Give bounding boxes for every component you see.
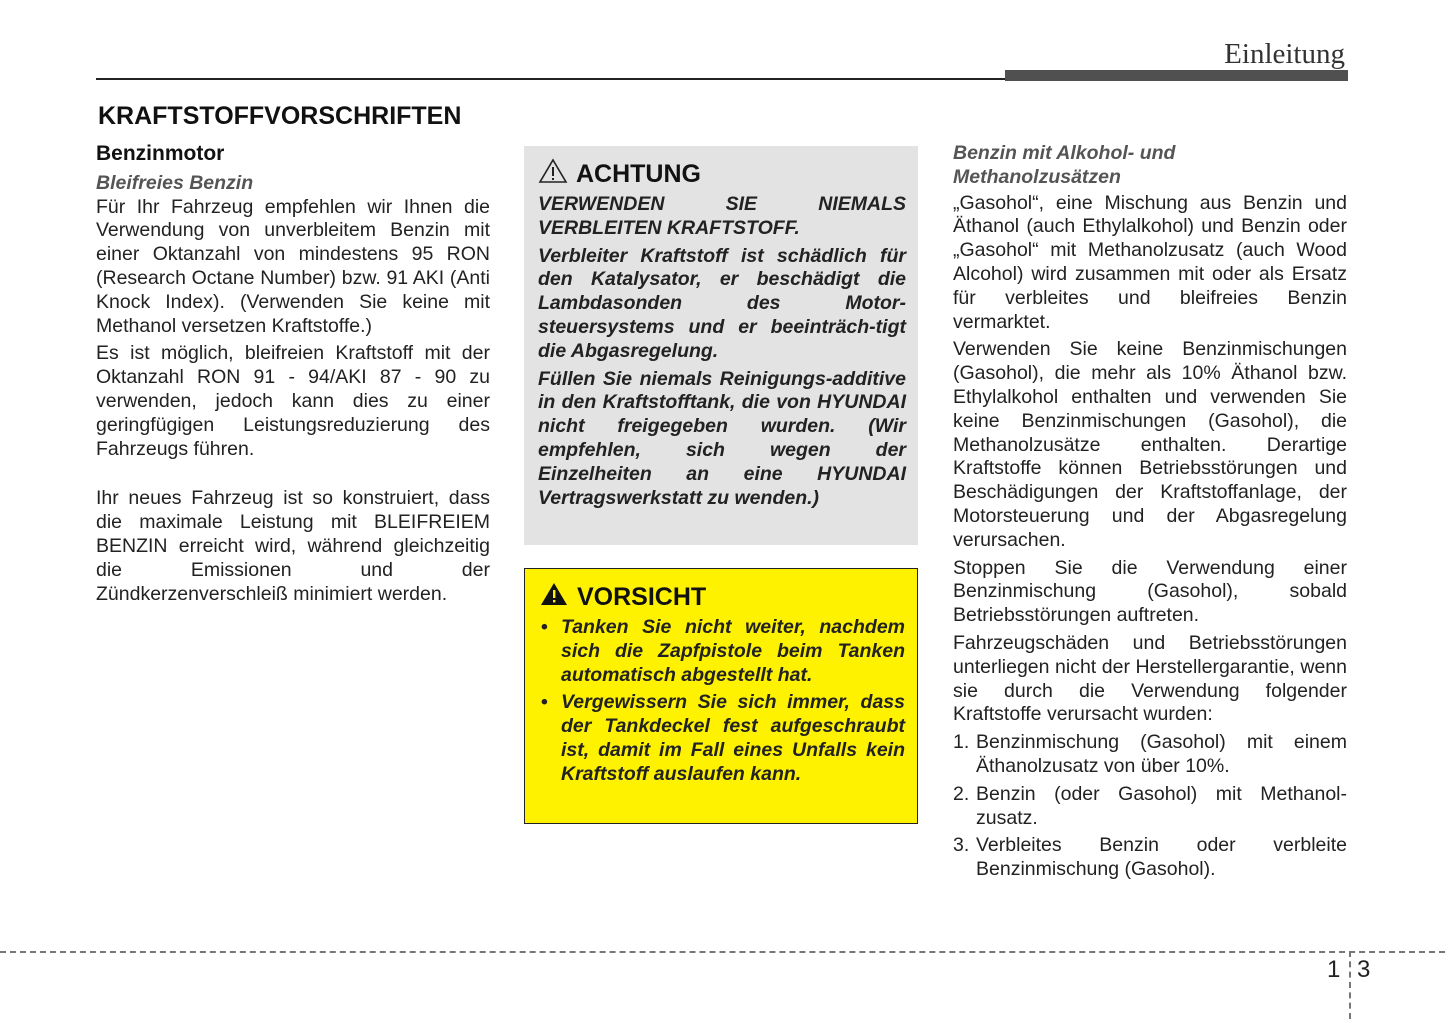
footer-rule: [0, 951, 1445, 953]
header-rule: [96, 78, 1006, 80]
list-item: • Vergewissern Sie sich immer, dass der Tankdeckel fest aufgeschraubt ist, damit im Fall eines Unfalls kein Kraftstoff auslaufen kann.: [541, 691, 905, 785]
column-right: [953, 142, 1347, 882]
vorsicht-title: [539, 581, 905, 614]
achtung-title-text: ACHTUNG: [576, 160, 701, 188]
achtung-paragraph: Füllen Sie niemals Reinigungs-additive in den Kraftstofftank, die von HYUNDAI nicht freigegeben wurden. (Wir empfehlen, sich wegen der Einzelheiten an eine HYUNDAI Vertragswerkstatt zu wenden.): [538, 367, 906, 509]
achtung-paragraph: VERWENDEN SIE NIEMALS VERBLEITEN KRAFTSTOFF.: [538, 193, 906, 239]
list-item: • Tanken Sie nicht weiter, nachdem sich die Zapfpistole beim Tanken automatisch abgestellt hat.: [541, 616, 905, 686]
header-rule-bar: [1005, 70, 1348, 81]
vorsicht-box: [524, 568, 918, 824]
paragraph: Stoppen Sie die Verwendung einer Benzinmischung (Gasohol), sobald Betriebsstörungen auftreten.: [953, 556, 1347, 627]
paragraph: Ihr neues Fahrzeug ist so konstruiert, dass die maximale Leistung mit BLEIFREIEM BENZIN erreicht wird, während gleichzeitig die Emissionen und der Zündkerzenverschleiß minimiert werden.: [96, 487, 490, 605]
chapter-title: Einleitung: [1224, 38, 1345, 70]
subheading-bleifreies-benzin: Bleifreies Benzin: [96, 171, 254, 194]
heading-benzinmotor: Benzinmotor: [96, 142, 225, 165]
chapter-number: 1: [1327, 956, 1341, 983]
numbered-list: [953, 731, 1347, 882]
bullet: •: [541, 691, 548, 714]
warning-outline-icon: [538, 158, 568, 191]
list-item: 3. Verbleites Benzin oder verbleite Benzinmischung (Gasohol).: [953, 834, 1347, 881]
list-item: 1. Benzinmischung (Gasohol) mit einem Äthanolzusatz von über 10%.: [953, 731, 1347, 777]
subheading-alkohol-methanol: Benzin mit Alkohol- und Methanolzusätzen: [953, 142, 1176, 188]
paragraph: Fahrzeugschäden und Betriebsstörungen unterliegen nicht der Herstellergarantie, wenn sie durch die Verwendung folgender Kraftstoffe verursacht wurden:: [953, 631, 1347, 726]
achtung-paragraph: Verbleiter Kraftstoff ist schädlich für den Katalysator, er beschädigt die Lambdasonden des Motor-steuersystems und er beeinträch-tigt die Abgasregelung.: [538, 244, 906, 362]
column-left: [96, 142, 490, 606]
paragraph: Verwenden Sie keine Benzinmischungen (Gasohol), die mehr als 10% Äthanol bzw. Ethylalkohol enthalten und verwenden Sie keine Benzinmischungen (Gasohol), die Methanolzusätze enthalten. Derartige Kraftstoffe können Betriebsstörungen und Beschädigungen der Kraftstoffanlage, der Motorsteuerung und der Abgasregelung verursachen.: [953, 338, 1347, 551]
achtung-box: [524, 146, 918, 545]
achtung-title: [538, 158, 906, 191]
page-number: 3: [1357, 956, 1371, 983]
paragraph: Es ist möglich, bleifreien Kraftstoff mit der Oktanzahl RON 91 - 94/AKI 87 - 90 zu verwenden, jedoch kann dies zu einer geringfügigen Leistungsreduzierung des Fahrzeugs führen.: [96, 342, 490, 460]
vorsicht-list: [539, 616, 905, 787]
section-title: KRAFTSTOFFVORSCHRIFTEN: [98, 102, 462, 130]
footer-divider: [1349, 951, 1351, 1019]
list-item: 2. Benzin (oder Gasohol) mit Methanol-zusatz.: [953, 782, 1347, 829]
paragraph: „Gasohol“, eine Mischung aus Benzin und Äthanol (auch Ethylalkohol) und Benzin oder „Gasohol“ mit Methanolzusatz (auch Wood Alcohol) wird zusammen mit oder als Ersatz für verbleites und bleifreies Benzin vermarktet.: [953, 191, 1347, 333]
bullet: •: [541, 616, 548, 638]
warning-filled-icon: [539, 581, 569, 614]
paragraph: Für Ihr Fahrzeug empfehlen wir Ihnen die Verwendung von unverbleitem Benzin mit einer Oktanzahl von mindestens 95 RON (Research Octane Number) bzw. 91 AKI (Anti Knock Index). (Verwenden Sie keine mit Methanol versetzen Kraftstoffe.): [96, 195, 490, 337]
vorsicht-title-text: VORSICHT: [577, 583, 707, 611]
